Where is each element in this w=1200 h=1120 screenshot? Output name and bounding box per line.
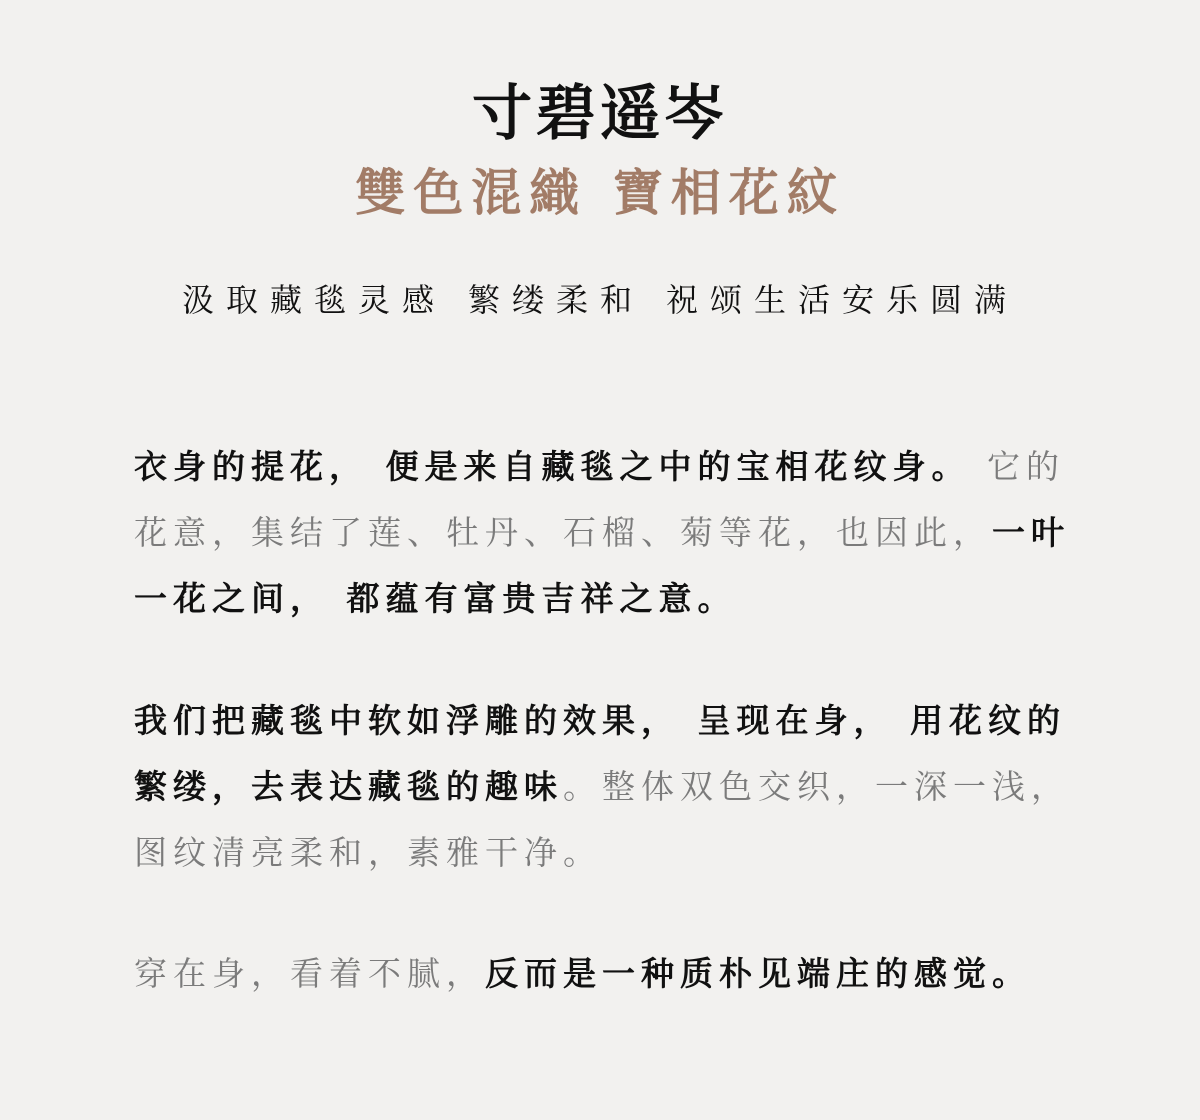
paragraph-3-light-text: 穿在身，看着不腻，: [134, 954, 485, 993]
paragraph-1-light-text: 它的花意，集结了莲、牡丹、石榴、菊等花，也因此，: [134, 447, 1065, 552]
page-title: 寸碧遥岑: [472, 79, 728, 149]
description-paragraph-2: [134, 688, 1074, 886]
paragraph-2-highlight: 我们把藏毯中软如浮雕的效果， 呈现在身， 用花纹的繁缕，去表达藏毯的趣味: [134, 701, 1066, 806]
tagline: [0, 279, 1200, 321]
paragraph-1-highlight-1: 衣身的提花， 便是来自藏毯之中的宝相花纹身。: [134, 447, 971, 486]
tagline-part-1: 汲取藏毯灵感: [181, 281, 446, 319]
description-paragraph-3: [134, 941, 1074, 1007]
paragraph-3-highlight: 反而是一种质朴见端庄的感觉。: [485, 954, 1031, 993]
description-paragraph-1: [134, 434, 1074, 632]
tagline-part-3: 祝颂生活安乐圆满: [666, 281, 1019, 319]
paragraph-1-highlight-2: 一叶一花之间， 都蕴有富贵吉祥之意。: [134, 513, 1070, 618]
paragraph-2-light-text: 。整体双色交织，一深一浅，图纹清亮柔和，素雅干净。: [134, 767, 1070, 872]
page-subtitle: 雙色混織 寶相花紋: [355, 163, 845, 222]
tagline-part-2: 繁缕柔和: [467, 281, 644, 319]
